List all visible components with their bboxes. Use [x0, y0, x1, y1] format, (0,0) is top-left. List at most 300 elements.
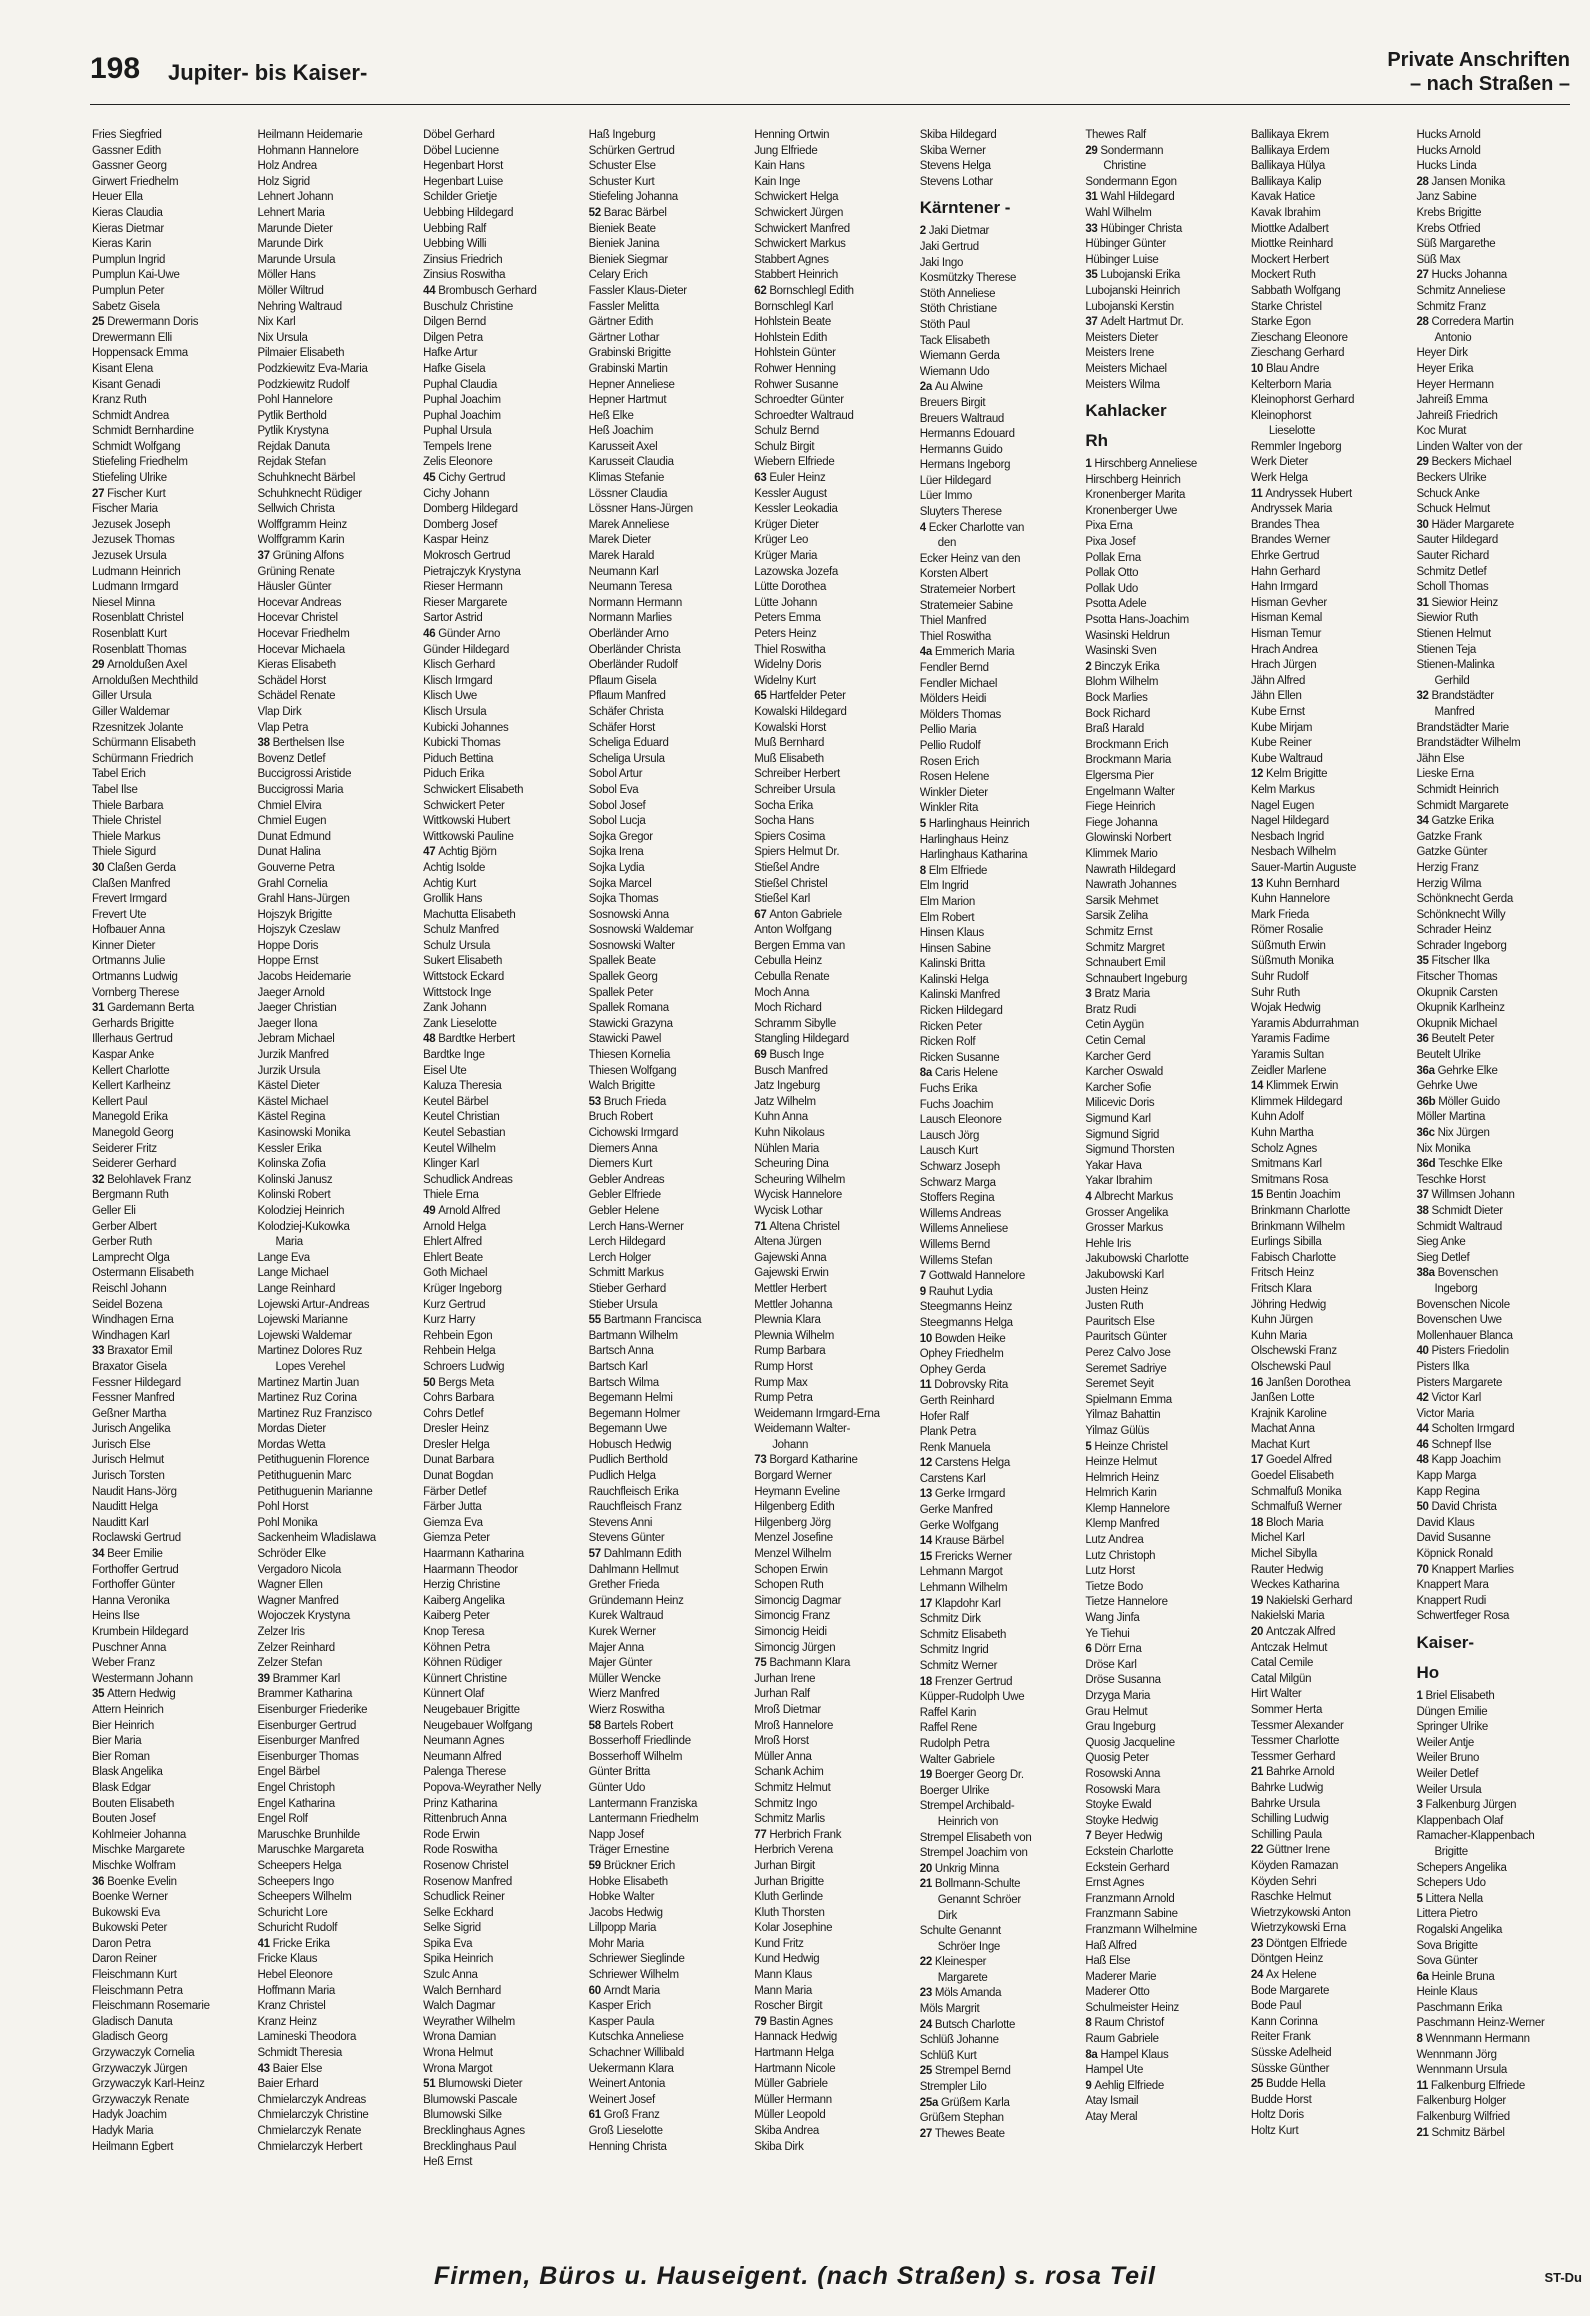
- resident-entry: Nawrath Hildegard: [1085, 863, 1176, 876]
- house-number: 69: [754, 1049, 770, 1062]
- resident-entry: 15 Bentin Joachim: [1250, 1189, 1341, 1202]
- resident-entry: Stiefeling Johanna: [588, 191, 678, 204]
- house-number: 21: [1250, 1766, 1266, 1779]
- resident-entry: Müller Hermann: [754, 2093, 832, 2106]
- resident-entry: Jezusek Ursula: [92, 550, 167, 563]
- resident-entry: Kelm Markus: [1250, 783, 1315, 796]
- resident-entry: Lojewski Marianne: [257, 1314, 348, 1327]
- resident-entry: Hermanns Guido: [919, 443, 1003, 456]
- resident-entry: Kalinski Helga: [919, 973, 989, 986]
- resident-entry: 46 Schnepf Ilse: [1416, 1438, 1492, 1451]
- resident-entry: Wierz Manfred: [588, 1688, 660, 1701]
- house-number: 58: [588, 1719, 604, 1732]
- resident-entry: Arnoldußen Mechthild: [92, 674, 198, 687]
- resident-entry: Grether Frieda: [588, 1579, 660, 1592]
- street-heading: Rh: [1085, 431, 1108, 451]
- house-number: 34: [92, 1548, 108, 1561]
- resident-entry: Färber Jutta: [423, 1501, 482, 1514]
- resident-entry: Neugebauer Brigitte: [423, 1703, 520, 1716]
- resident-entry-continued: Maria: [275, 1236, 303, 1249]
- resident-entry: Pumplun Ingrid: [92, 253, 166, 266]
- resident-entry: Yaramis Abdurrahman: [1250, 1017, 1359, 1030]
- resident-entry: 60 Arndt Maria: [588, 1984, 660, 1997]
- resident-entry: Dahlmann Hellmut: [588, 1563, 679, 1576]
- resident-entry: Lantermann Friedhelm: [588, 1813, 699, 1826]
- resident-entry: Zeidler Marlene: [1250, 1064, 1327, 1077]
- resident-entry: Zelzer Iris: [257, 1626, 305, 1638]
- resident-entry: Schepers Angelika: [1416, 1861, 1507, 1874]
- house-number: 6a: [1416, 1970, 1432, 1983]
- resident-entry: Forthoffer Günter: [92, 1579, 175, 1592]
- resident-entry: Kaspar Anke: [92, 1049, 154, 1062]
- house-number: 65: [754, 690, 770, 703]
- resident-entry: Rosen Helene: [919, 771, 990, 784]
- resident-entry: Jezusek Joseph: [92, 518, 171, 531]
- resident-entry: Giller Waldemar: [92, 705, 170, 718]
- resident-entry: Thiesen Kornelia: [588, 1049, 671, 1062]
- resident-entry: Sigmund Thorsten: [1085, 1144, 1175, 1157]
- resident-entry: Knop Teresa: [423, 1626, 485, 1638]
- resident-entry: Gerke Manfred: [919, 1504, 993, 1517]
- resident-entry: Boenke Werner: [92, 1891, 168, 1904]
- resident-entry: Seiderer Fritz: [92, 1142, 157, 1155]
- resident-entry: Mischke Wolfram: [92, 1859, 176, 1872]
- resident-entry: Widelny Doris: [754, 659, 822, 672]
- resident-entry: Heuer Ella: [92, 191, 143, 204]
- resident-entry: Maderer Otto: [1085, 1986, 1150, 1999]
- resident-entry: Bratz Rudi: [1085, 1003, 1137, 1016]
- resident-entry: Wittstock Inge: [423, 986, 492, 999]
- resident-entry: Schürmann Friedrich: [92, 752, 194, 765]
- resident-entry: Küpper-Rudolph Uwe: [919, 1691, 1025, 1704]
- resident-entry: Brockmann Maria: [1085, 754, 1171, 767]
- resident-entry: Heß Joachim: [588, 425, 654, 438]
- resident-entry: Stratemeier Sabine: [919, 599, 1013, 612]
- house-number: 35: [92, 1688, 108, 1701]
- resident-entry-continued: Johann: [772, 1438, 809, 1451]
- resident-entry: Scheepers Ingo: [257, 1875, 334, 1888]
- resident-entry: Koc Murat: [1416, 425, 1467, 438]
- resident-entry: Herzig Wilma: [1416, 877, 1482, 890]
- resident-entry: 13 Gerke Irmgard: [919, 1488, 1006, 1501]
- resident-entry: Stöth Anneliese: [919, 287, 996, 300]
- resident-entry: Jatz Ingeburg: [754, 1080, 821, 1093]
- resident-entry: Schwickert Manfred: [754, 222, 850, 235]
- resident-entry: Chmielarczyk Renate: [257, 2125, 362, 2137]
- resident-entry: Kubicki Johannes: [423, 721, 509, 734]
- resident-entry: Kurz Gertrud: [423, 1298, 486, 1311]
- house-number: 11: [1250, 487, 1266, 500]
- resident-entry: Breuers Birgit: [919, 396, 986, 409]
- resident-entry: Lubojanski Heinrich: [1085, 284, 1180, 297]
- resident-entry: Hisman Gevher: [1250, 596, 1327, 609]
- resident-entry: Zinsius Friedrich: [423, 253, 503, 266]
- resident-entry: Baier Erhard: [257, 2078, 319, 2091]
- resident-entry: Kuhn Adolf: [1250, 1111, 1304, 1124]
- resident-entry: Sabbath Wolfgang: [1250, 284, 1341, 297]
- resident-entry: Claßen Manfred: [92, 877, 171, 890]
- resident-entry: Yakar Ibrahim: [1085, 1175, 1153, 1188]
- resident-entry: Littera Pietro: [1416, 1908, 1478, 1921]
- resident-entry: Keutel Wilhelm: [423, 1142, 496, 1155]
- resident-entry: Domberg Hildegard: [423, 503, 518, 516]
- resident-entry: Meisters Wilma: [1085, 378, 1160, 391]
- resident-entry: Oberländer Rudolf: [588, 659, 678, 672]
- resident-entry: Grahl Hans-Jürgen: [257, 893, 350, 906]
- resident-entry: Marunde Dieter: [257, 222, 333, 235]
- house-number: 11: [919, 1379, 935, 1392]
- resident-entry-continued: den: [937, 537, 957, 550]
- resident-entry: Podzkiewitz Rudolf: [257, 378, 350, 391]
- resident-entry: Künnert Christine: [423, 1672, 507, 1685]
- page-range: Jupiter- bis Kaiser-: [168, 60, 368, 85]
- house-number: 29: [1085, 144, 1101, 157]
- resident-entry: Hisman Temur: [1250, 628, 1322, 640]
- resident-entry: 8 Elm Elfriede: [919, 864, 988, 877]
- resident-entry: Goth Michael: [423, 1267, 488, 1280]
- resident-entry: Schopen Erwin: [754, 1563, 828, 1576]
- resident-entry: Martinez Ruz Franzisco: [257, 1407, 372, 1420]
- resident-entry: Mockert Ruth: [1250, 269, 1316, 282]
- house-number: 20: [919, 1862, 935, 1875]
- resident-entry: Eckstein Gerhard: [1085, 1861, 1170, 1874]
- resident-entry: 35 Attern Hedwig: [92, 1688, 176, 1701]
- house-number: 50: [423, 1376, 439, 1389]
- resident-entry: Maruschke Brunhilde: [257, 1828, 360, 1841]
- resident-entry: Drewermann Elli: [92, 331, 172, 344]
- resident-entry: Vergadoro Nicola: [257, 1563, 341, 1576]
- resident-entry: Krebs Otfried: [1416, 222, 1481, 235]
- resident-entry: Jaeger Arnold: [257, 986, 325, 999]
- resident-entry: 36 Beutelt Peter: [1416, 1033, 1495, 1046]
- resident-entry: Janßen Lotte: [1250, 1392, 1315, 1405]
- resident-entry: Westermann Johann: [92, 1672, 193, 1685]
- resident-entry: Sobol Josef: [588, 799, 646, 812]
- house-number: 9: [919, 1285, 929, 1298]
- resident-entry: 50 David Christa: [1416, 1501, 1497, 1514]
- resident-entry: Rohwer Henning: [754, 362, 836, 375]
- resident-entry: Nauditt Karl: [92, 1516, 149, 1529]
- resident-entry: Stienen Helmut: [1416, 628, 1491, 640]
- resident-entry: Schürken Gertrud: [588, 144, 675, 157]
- resident-entry: Rzesnitzek Jolante: [92, 721, 184, 734]
- resident-entry: Mokrosch Gertrud: [423, 550, 511, 563]
- house-number: 79: [754, 2015, 770, 2028]
- resident-entry: Schrader Ingeborg: [1416, 939, 1507, 952]
- resident-entry: Pollak Erna: [1085, 551, 1141, 564]
- resident-entry: Ehlert Beate: [423, 1251, 483, 1264]
- resident-entry: Grüning Renate: [257, 565, 335, 578]
- resident-entry: Kube Mirjam: [1250, 721, 1313, 734]
- resident-entry: Kowalski Hildegard: [754, 705, 847, 718]
- resident-entry: Elm Ingrid: [919, 880, 969, 893]
- resident-entry: Holz Andrea: [257, 160, 317, 173]
- resident-entry: Meisters Irene: [1085, 347, 1154, 360]
- resident-entry: Szulc Anna: [423, 1969, 478, 1982]
- resident-entry: Plewnia Klara: [754, 1314, 821, 1327]
- resident-entry: Prinz Katharina: [423, 1797, 498, 1810]
- resident-entry: Puphal Joachim: [423, 409, 501, 422]
- resident-entry: Kranz Heinz: [257, 2015, 317, 2028]
- resident-entry: Fitscher Thomas: [1416, 971, 1498, 984]
- resident-entry: Arnold Helga: [423, 1220, 486, 1233]
- house-number: 9: [1085, 2079, 1095, 2092]
- resident-entry: Müller Gabriele: [754, 2078, 828, 2091]
- resident-entry: Schmidt Waltraud: [1416, 1220, 1502, 1233]
- house-number: 30: [1416, 518, 1432, 531]
- resident-entry: Keutel Christian: [423, 1111, 500, 1124]
- resident-entry: Kolinski Robert: [257, 1189, 331, 1202]
- resident-entry: 19 Boerger Georg Dr.: [919, 1769, 1024, 1782]
- directory-column: [92, 128, 246, 2253]
- directory-column: [1085, 128, 1239, 2253]
- resident-entry: Kaiberg Angelika: [423, 1594, 505, 1607]
- resident-entry: Kalinski Manfred: [919, 989, 1000, 1002]
- resident-entry: Schmidt Andrea: [92, 409, 169, 422]
- resident-entry: Mordas Dieter: [257, 1423, 326, 1436]
- resident-entry-continued: Genannt Schröer: [937, 1893, 1021, 1906]
- resident-entry: Ehrke Gertrud: [1250, 550, 1320, 563]
- resident-entry: Kinner Dieter: [92, 939, 156, 952]
- resident-entry: Bardtke Inge: [423, 1049, 485, 1062]
- resident-entry: Pflaum Manfred: [588, 690, 666, 703]
- resident-entry: Bode Margarete: [1250, 1984, 1330, 1997]
- resident-entry: 1 Hirschberg Anneliese: [1085, 458, 1197, 471]
- resident-entry: Engel Christoph: [257, 1781, 335, 1794]
- resident-entry: 21 Schmitz Bärbel: [1416, 2126, 1505, 2139]
- house-number: 25: [1250, 2078, 1266, 2091]
- resident-entry: Lüer Hildegard: [919, 474, 992, 487]
- resident-entry: Hegenbart Luise: [423, 175, 504, 188]
- resident-entry: Thiesen Wolfgang: [588, 1064, 677, 1077]
- resident-entry: Karcher Oswald: [1085, 1066, 1163, 1079]
- resident-entry: Kaluza Theresia: [423, 1080, 502, 1093]
- resident-entry: Jurisch Else: [92, 1438, 151, 1451]
- resident-entry: Zelzer Stefan: [257, 1657, 323, 1670]
- resident-entry: Weiler Bruno: [1416, 1752, 1480, 1765]
- resident-entry: Lieske Erna: [1416, 768, 1474, 781]
- resident-entry: Heilmann Egbert: [92, 2140, 174, 2153]
- resident-entry: Eisenburger Gertrud: [257, 1719, 357, 1732]
- resident-entry: Wagner Ellen: [257, 1579, 323, 1592]
- resident-entry: Ballikaya Ekrem: [1250, 129, 1329, 141]
- resident-entry: Cichowski Irmgard: [588, 1127, 679, 1139]
- resident-entry: Stieber Gerhard: [588, 1282, 666, 1295]
- resident-entry: Gladisch Georg: [92, 2031, 168, 2044]
- house-number: 77: [754, 1828, 770, 1841]
- house-number: 4a: [919, 646, 935, 659]
- resident-entry: Machat Kurt: [1250, 1438, 1310, 1451]
- resident-entry: Wrona Margot: [423, 2062, 493, 2075]
- resident-entry: 38 Berthelsen Ilse: [257, 737, 345, 750]
- resident-entry: Dröse Susanna: [1085, 1674, 1161, 1687]
- resident-entry: Kuhn Jürgen: [1250, 1314, 1313, 1327]
- resident-entry: 35 Lubojanski Erika: [1085, 269, 1181, 282]
- resident-entry: Mölders Thomas: [919, 708, 1001, 721]
- resident-entry: Wolffgramm Heinz: [257, 518, 347, 531]
- house-number: 15: [1250, 1189, 1266, 1202]
- resident-entry: Hartmann Nicole: [754, 2062, 836, 2075]
- resident-entry: Ostermann Elisabeth: [92, 1267, 194, 1280]
- resident-entry: Hafke Gisela: [423, 362, 486, 375]
- resident-entry: Kosmützky Therese: [919, 272, 1017, 285]
- resident-entry: Hofbauer Anna: [92, 924, 165, 937]
- resident-entry: Cohrs Detlef: [423, 1407, 484, 1420]
- resident-entry: Klisch Ursula: [423, 705, 487, 718]
- resident-entry: Klemp Hannelore: [1085, 1502, 1170, 1515]
- resident-entry: Bier Maria: [92, 1735, 142, 1748]
- resident-entry: Fischer Maria: [92, 503, 158, 516]
- house-number: 37: [257, 550, 273, 563]
- resident-entry: Fabisch Charlotte: [1250, 1251, 1336, 1264]
- resident-entry: 14 Klimmek Erwin: [1250, 1080, 1339, 1093]
- resident-entry: Fendler Bernd: [919, 662, 989, 674]
- resident-entry: Gerber Albert: [92, 1220, 157, 1233]
- resident-entry: Jähn Else: [1416, 752, 1465, 765]
- resident-entry: Fessner Hildegard: [92, 1376, 181, 1389]
- resident-entry: Ecker Heinz van den: [919, 552, 1021, 565]
- resident-entry-continued: Dirk: [937, 1909, 958, 1922]
- house-number: 18: [1250, 1516, 1266, 1529]
- resident-entry: Kellert Charlotte: [92, 1064, 170, 1077]
- resident-entry: Mann Maria: [754, 1984, 812, 1997]
- resident-entry: Pytlik Krystyna: [257, 425, 329, 438]
- house-number: 10: [1250, 362, 1266, 375]
- resident-entry: 18 Frenzer Gertrud: [919, 1675, 1013, 1688]
- resident-entry: Hinsen Klaus: [919, 927, 984, 940]
- resident-entry: Carstens Karl: [919, 1472, 986, 1485]
- resident-entry: Remmler Ingeborg: [1250, 440, 1342, 453]
- house-number: 40: [1416, 1345, 1432, 1358]
- resident-entry: Braxator Gisela: [92, 1360, 167, 1373]
- resident-entry: Hocevar Michaela: [257, 643, 345, 656]
- resident-entry: Schnaubert Ingeburg: [1085, 972, 1188, 985]
- section-title-line1: Private Anschriften: [1387, 49, 1570, 71]
- resident-entry: Chmielarczyk Andreas: [257, 2093, 366, 2106]
- resident-entry: Lehmann Margot: [919, 1566, 1003, 1579]
- resident-entry: Giemza Eva: [423, 1516, 483, 1529]
- house-number: 22: [919, 1956, 935, 1969]
- resident-entry: Naudit Hans-Jörg: [92, 1485, 177, 1498]
- resident-entry: Rejdak Danuta: [257, 440, 330, 453]
- resident-entry: Piduch Erika: [423, 768, 485, 781]
- resident-entry: Begemann Helmi: [588, 1392, 673, 1405]
- resident-entry: Engel Bärbel: [257, 1766, 320, 1779]
- resident-entry: 1 Briel Elisabeth: [1416, 1690, 1495, 1702]
- resident-entry: Zank Johann: [423, 1002, 487, 1015]
- resident-entry: Uebbing Ralf: [423, 222, 486, 235]
- resident-entry: Kube Waltraud: [1250, 752, 1323, 765]
- resident-entry: Zinsius Roswitha: [423, 269, 506, 282]
- resident-entry: Kalinski Britta: [919, 958, 985, 971]
- resident-entry: Lutz Christoph: [1085, 1549, 1156, 1562]
- resident-entry: Sondermann Egon: [1085, 175, 1177, 188]
- resident-entry: Dunat Halina: [257, 846, 321, 859]
- resident-entry: Rosenow Manfred: [423, 1875, 512, 1888]
- resident-entry: Ricken Hildegard: [919, 1005, 1003, 1018]
- resident-entry: Brinkmann Wilhelm: [1250, 1220, 1345, 1233]
- resident-entry: Rehbein Helga: [423, 1345, 496, 1358]
- resident-entry: Hinsen Sabine: [919, 942, 991, 955]
- resident-entry: Sosnowski Waldemar: [588, 924, 694, 937]
- resident-entry: Majer Anna: [588, 1641, 644, 1654]
- resident-entry: 45 Cichy Gertrud: [423, 472, 506, 485]
- resident-entry: Pixa Erna: [1085, 520, 1133, 533]
- resident-entry: Uebbing Hildegard: [423, 206, 514, 219]
- house-number: 19: [1250, 1594, 1266, 1607]
- resident-entry: Mroß Hannelore: [754, 1719, 834, 1732]
- house-number: 46: [423, 628, 439, 640]
- resident-entry: Rohwer Susanne: [754, 378, 839, 391]
- resident-entry: Kasper Paula: [588, 2015, 655, 2028]
- house-number: 14: [1250, 1080, 1266, 1093]
- house-number: 55: [588, 1314, 604, 1327]
- resident-entry: Mollenhauer Blanca: [1416, 1329, 1513, 1342]
- resident-entry: Schmitz Helmut: [754, 1781, 831, 1794]
- resident-entry: Fritsch Klara: [1250, 1282, 1312, 1295]
- resident-entry: Lange Eva: [257, 1251, 310, 1264]
- resident-entry: 9 Rauhut Lydia: [919, 1285, 993, 1298]
- resident-entry: Nagel Eugen: [1250, 799, 1315, 812]
- resident-entry: Roclawski Gertrud: [92, 1532, 181, 1545]
- resident-entry: Schulte Genannt: [919, 1925, 1001, 1938]
- resident-entry: Sojka Lydia: [588, 861, 645, 874]
- resident-entry: Walch Bernhard: [423, 1984, 501, 1997]
- resident-entry: Süßmuth Monika: [1250, 955, 1334, 968]
- resident-entry: Willems Andreas: [919, 1207, 1001, 1220]
- resident-entry: Schroedter Waltraud: [754, 409, 854, 422]
- resident-entry: Heilmann Heidemarie: [257, 129, 363, 141]
- resident-entry: Machat Anna: [1250, 1423, 1315, 1436]
- resident-entry: Hoppe Ernst: [257, 955, 319, 968]
- resident-entry: Lüer Immo: [919, 490, 973, 503]
- resident-entry: 53 Bruch Frieda: [588, 1095, 666, 1108]
- resident-entry: Kieras Elisabeth: [257, 659, 336, 672]
- resident-entry: Kisant Genadi: [92, 378, 161, 391]
- resident-entry: Karusseit Axel: [588, 440, 658, 453]
- resident-entry: Wycisk Lothar: [754, 1204, 823, 1217]
- resident-entry: Wierz Roswitha: [588, 1703, 665, 1716]
- resident-entry: Weinert Josef: [588, 2093, 655, 2106]
- resident-entry: Stiefeling Ulrike: [92, 472, 167, 485]
- resident-entry: Schädel Renate: [257, 690, 336, 703]
- house-number: 61: [588, 2109, 604, 2122]
- resident-entry: Yaramis Fadime: [1250, 1033, 1330, 1046]
- resident-entry: Wittkowski Hubert: [423, 815, 511, 828]
- resident-entry: Ballikaya Hülya: [1250, 160, 1325, 173]
- resident-entry: Spiers Cosima: [754, 830, 826, 843]
- resident-entry: Gebler Andreas: [588, 1173, 665, 1186]
- resident-entry: Beutelt Ulrike: [1416, 1049, 1481, 1062]
- house-number: 35: [1085, 269, 1101, 282]
- resident-entry: Oberländer Christa: [588, 643, 681, 656]
- resident-entry: Heyer Erika: [1416, 362, 1474, 375]
- resident-entry: Pumplun Peter: [92, 284, 165, 297]
- house-number: 8: [1416, 2033, 1426, 2046]
- resident-entry: Kuhn Anna: [754, 1111, 808, 1124]
- resident-entry: Franzmann Wilhelmine: [1085, 1923, 1197, 1936]
- resident-entry: Kuhn Hannelore: [1250, 893, 1330, 906]
- resident-entry: Fassler Klaus-Dieter: [588, 284, 687, 297]
- resident-entry: Tabel Erich: [92, 768, 146, 781]
- resident-entry: Stöth Christiane: [919, 303, 997, 316]
- resident-entry: Kaiberg Peter: [423, 1610, 490, 1623]
- resident-entry: Tack Elisabeth: [919, 334, 990, 347]
- resident-entry: Sosnowski Walter: [588, 939, 675, 952]
- resident-entry: Schwickert Jürgen: [754, 206, 844, 219]
- resident-entry: Niesel Minna: [92, 596, 155, 609]
- resident-entry: Geßner Martha: [92, 1407, 167, 1420]
